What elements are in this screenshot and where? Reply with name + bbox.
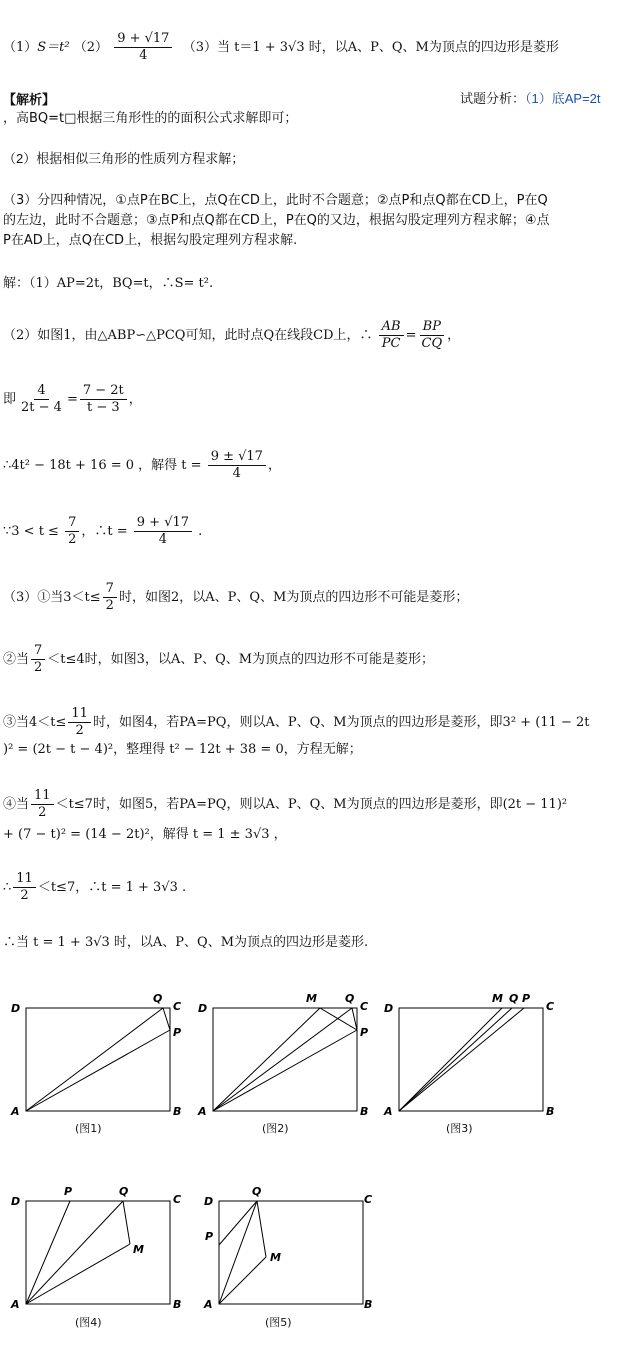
fraction-7-2 (65, 515, 79, 548)
case3-post: 时，如图4，若PA=PQ，则以A、P、Q、M为顶点的四边形是菱形，即3² + (11 − 2t (92, 715, 590, 730)
fraction-solution (208, 449, 266, 482)
fraction-numerator: BP (420, 319, 444, 336)
figure-3-caption: (图3) (446, 1122, 473, 1135)
label-b: B (173, 1298, 182, 1308)
answer-part2-fraction (114, 31, 172, 64)
fraction-denominator: 4 (232, 466, 241, 481)
answer-line (3, 28, 559, 68)
label-a: A (384, 1105, 393, 1115)
label-d: D (204, 1195, 214, 1208)
label-q: Q (509, 992, 519, 1005)
label-b: B (364, 1298, 373, 1308)
solution-line2: （2）如图1，由△ABP∽△PCQ可知，此时点Q在线段CD上，∴ $\frac{AB}{PC}$ = $\frac{BP}{CQ}$ ， (3, 319, 461, 351)
analysis-line3a: （3）分四种情况，①点P在BC上，点Q在CD上，此时不合题意；②点P和点Q都在CD上，P在Q (3, 193, 548, 208)
solution-line5-mid: ，∴t = (81, 524, 128, 539)
punctuation: ， (447, 328, 461, 343)
fraction-numerator: 7 (31, 643, 45, 660)
analysis-right-p1: （1）底AP=2t (525, 91, 601, 106)
fraction-numerator: 4 (34, 383, 48, 400)
label-a: A (11, 1105, 20, 1115)
fraction-denominator: PC (381, 336, 401, 351)
fraction-7-2 (103, 581, 117, 614)
punctuation: ， (128, 392, 142, 407)
answer-part3-text: 当 t＝1 + 3√3 时，以A、P、Q、M为顶点的四边形是菱形 (217, 40, 559, 55)
case1-pre: （3）①当3＜t≤ (3, 590, 101, 605)
label-p: P (64, 1185, 73, 1198)
case4-line (3, 785, 567, 825)
figure-5-caption: (图5) (265, 1316, 292, 1329)
fraction-ab-pc (379, 319, 404, 352)
case4-post: ＜t≤7时，如图5，若PA=PQ，则以A、P、Q、M为顶点的四边形是菱形，即(2t − 11)² (55, 797, 568, 812)
figure-2-caption: (图2) (262, 1122, 289, 1135)
figure-1-caption: (图1) (75, 1122, 102, 1135)
label-c: C (173, 1000, 182, 1013)
label-p: P (522, 992, 531, 1005)
case2-post: ＜t≤4时，如图3，以A、P、Q、M为顶点的四边形不可能是菱形； (47, 652, 435, 667)
case2-line (3, 640, 434, 680)
label-m: M (306, 992, 317, 1005)
analysis-right-label: 试题分析： (460, 92, 526, 107)
label-d: D (11, 1195, 21, 1208)
solution-line5 (3, 512, 202, 552)
solution-line3-pre: 即 (3, 392, 17, 407)
fraction-numerator: 9 + √17 (114, 31, 172, 48)
solution-line2-text: （2）如图1，由△ABP∽△PCQ可知，此时点Q在线段CD上，∴ (3, 328, 373, 343)
figure-4-caption: (图4) (75, 1316, 102, 1329)
case1-line (3, 578, 468, 618)
label-p: P (173, 1026, 182, 1039)
fraction-numerator: 7 − 2t (80, 383, 127, 400)
label-q: Q (153, 992, 163, 1005)
label-m: M (492, 992, 503, 1005)
label-c: C (364, 1193, 373, 1206)
answer-part1-label: （1） (3, 40, 38, 55)
label-d: D (11, 1002, 21, 1015)
fraction-numerator: 11 (13, 871, 36, 888)
figure-5 (198, 1183, 388, 1308)
label-b: B (360, 1105, 369, 1115)
fraction-11-2 (13, 871, 36, 904)
answer-part2-label: （2） (73, 40, 109, 55)
label-m: M (133, 1243, 144, 1256)
fraction-numerator: AB (379, 319, 404, 336)
label-b: B (546, 1105, 555, 1115)
fraction-denominator: 4 (139, 48, 148, 63)
label-d: D (384, 1002, 394, 1015)
answer-part3-label: （3） (182, 40, 217, 55)
solution-line4-text: ∴4t² − 18t + 16 = 0 ，解得 t = (3, 458, 202, 473)
label-a: A (198, 1105, 207, 1115)
solution-line1: 解：（1）AP=2t，BQ=t，∴S= t². (3, 276, 214, 291)
fraction-4-over (18, 383, 65, 416)
case5-pre: ∴ (3, 880, 12, 895)
figure-2 (192, 990, 382, 1115)
fraction-denominator: t − 3 (87, 400, 120, 415)
label-c: C (173, 1193, 182, 1206)
case3-pre: ③当4＜t≤ (3, 715, 67, 730)
answer-part1-expr: S＝t² (37, 40, 70, 55)
label-p: P (360, 1026, 369, 1039)
case3-line2: )² = (2t − t − 4)²，整理得 t² − 12t + 38 = 0，方程无解； (3, 742, 362, 757)
solution-line5-text: ∵3 < t ≤ (3, 524, 59, 539)
fraction-11-2 (31, 788, 54, 821)
fraction-numerator: 7 (103, 581, 117, 598)
analysis-line3b: 的左边，此时不合题意；③点P和点Q都在CD上，P在Q的又边，根据勾股定理列方程求解；④点 (3, 213, 550, 228)
case2-pre: ②当 (3, 652, 30, 667)
case5-post: ＜t≤7，∴t = 1 + 3√3 . (37, 880, 187, 895)
analysis-line1: ，高BQ=t□根据三角形性的的面积公式求解即可； (3, 111, 298, 126)
analysis-line2: （2）根据相似三角形的性质列方程求解； (3, 151, 245, 166)
fraction-denominator: 2 (68, 532, 77, 547)
label-q: Q (119, 1185, 129, 1198)
fraction-result (134, 515, 192, 548)
fraction-numerator: 11 (68, 706, 91, 723)
fraction-7-2 (31, 643, 45, 676)
label-a: A (11, 1298, 20, 1308)
fraction-denominator: 2 (34, 660, 43, 675)
analysis-line3c: P在AD上，点Q在CD上，根据勾股定理列方程求解. (3, 233, 298, 248)
label-q: Q (252, 1185, 262, 1198)
label-b: B (173, 1105, 182, 1115)
fraction-numerator: 11 (31, 788, 54, 805)
label-d: D (198, 1002, 208, 1015)
fraction-7-2t (80, 383, 127, 416)
label-m: M (270, 1251, 281, 1264)
fraction-numerator: 9 ± √17 (208, 449, 266, 466)
label-q: Q (345, 992, 355, 1005)
label-c: C (360, 1000, 369, 1013)
case5-line (3, 868, 186, 908)
solution-line3: 即 $\frac{4}{2t - 4}$ = $\frac{7 - 2t}{t - 3}$ ， (3, 383, 142, 415)
case4-line2: + (7 − t)² = (14 − 2t)²，解得 t = 1 ± 3√3 ， (3, 827, 287, 842)
fraction-denominator: 2 (105, 598, 114, 613)
fraction-numerator: 9 + √17 (134, 515, 192, 532)
fraction-11-2 (68, 706, 91, 739)
fraction-denominator: 2 (38, 805, 47, 820)
conclusion-line: ∴当 t = 1 + 3√3 时，以A、P、Q、M为顶点的四边形是菱形. (3, 935, 369, 950)
figure-4 (5, 1183, 195, 1308)
case1-post: 时，如图2，以A、P、Q、M为顶点的四边形不可能是菱形； (118, 590, 469, 605)
fraction-denominator: CQ (421, 336, 443, 351)
fraction-denominator: 2 (75, 723, 84, 738)
label-a: A (204, 1298, 213, 1308)
label-p: P (205, 1230, 214, 1243)
case3-line (3, 703, 589, 743)
fraction-bp-cq (419, 319, 446, 352)
figure-3 (378, 990, 568, 1115)
figure-1 (5, 990, 195, 1115)
case4-pre: ④当 (3, 797, 30, 812)
fraction-denominator: 2t − 4 (21, 400, 62, 415)
punctuation: ， (267, 458, 281, 473)
label-c: C (546, 1000, 555, 1013)
fraction-denominator: 4 (158, 532, 168, 547)
fraction-numerator: 7 (65, 515, 79, 532)
analysis-heading: 【解析】 (3, 93, 56, 108)
analysis-right (460, 90, 601, 109)
punctuation: . (198, 524, 203, 539)
solution-line4 (3, 446, 281, 486)
fraction-denominator: 2 (20, 888, 29, 903)
